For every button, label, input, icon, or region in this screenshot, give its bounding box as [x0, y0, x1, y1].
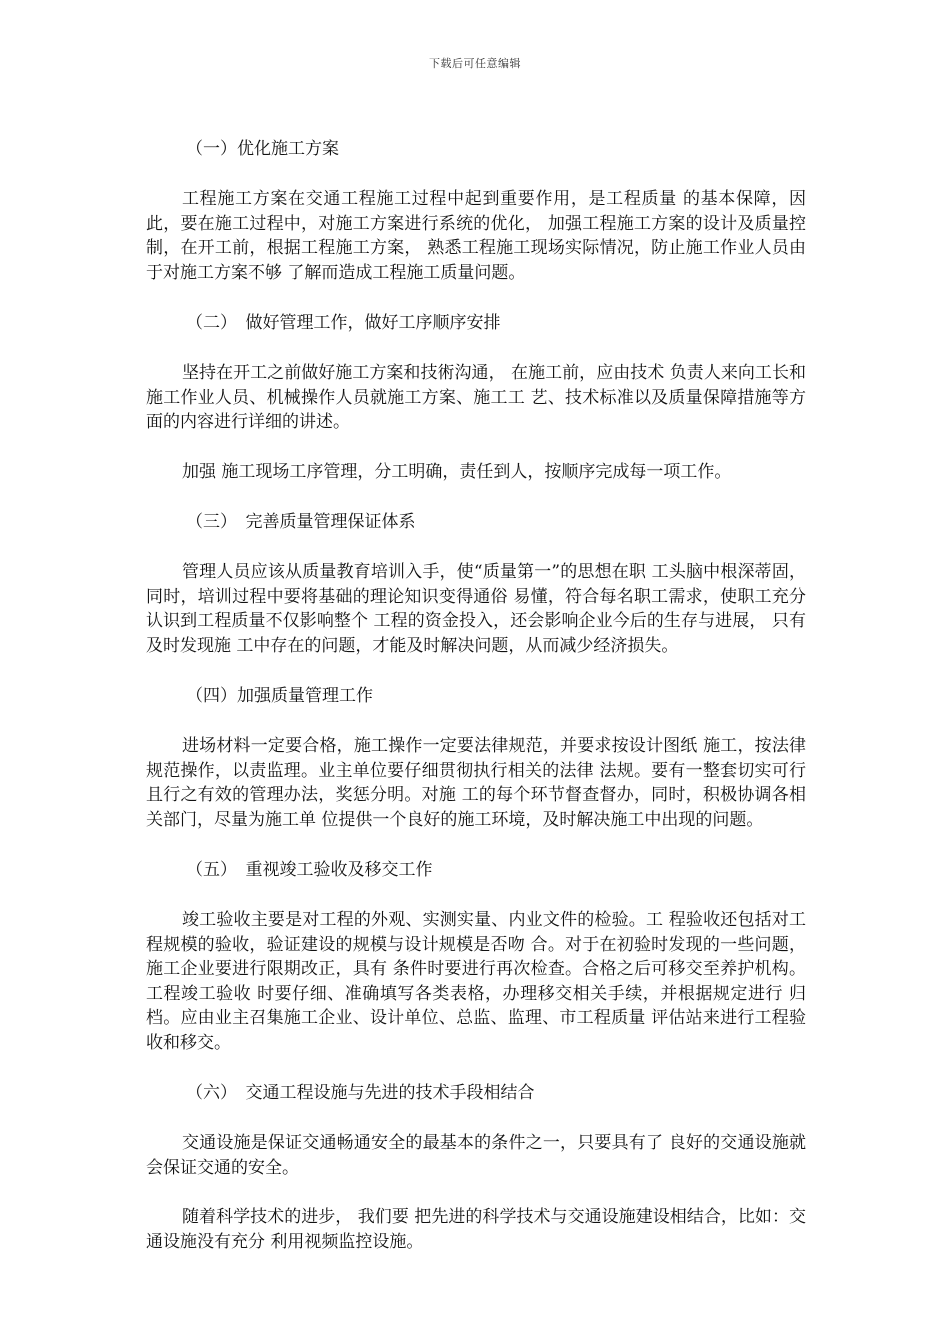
section-3-paragraph-1: 管理人员应该从质量教育培训入手，使“质量第一”的思想在职 工头脑中根深蒂固，同时，培训过程中要将基础的理论知识变得通俗 易懂，符合每名职工需求，使职工充分认识到工程质量不仅影响整个 工程的资金投入，还会影响企业今后的生存与进展， 只有及时发现施 工中存在的问题，才能及时解决问题，从而减少经济损失。: [146, 562, 806, 656]
section-5-heading: （五） 重视竣工验收及移交工作: [186, 860, 433, 880]
section-1-heading: （一）优化施工方案: [186, 139, 339, 159]
section-6-paragraph-2: 随着科学技术的进步， 我们要 把先进的科学技术与交通设施建设相结合，比如：交通设施没有充分 利用视频监控设施。: [146, 1207, 806, 1252]
section-1-paragraph-1: 工程施工方案在交通工程施工过程中起到重要作用，是工程质量 的基本保障，因此，要在施工过程中，对施工方案进行系统的优化， 加强工程施工方案的设计及质量控制，在开工前，根据工程施工方案， 熟悉工程施工现场实际情况，防止施工作业人员由于对施工方案不够 了解而造成工程施工质量问题。: [146, 189, 806, 283]
section-2-paragraph-2: 加强 施工现场工序管理，分工明确，责任到人，按顺序完成每一项工作。: [182, 461, 732, 482]
section-4-paragraph-1: 进场材料一定要合格，施工操作一定要法律规范，并要求按设计图纸 施工，按法律规范操作，以责监理。业主单位要仔细贯彻执行相关的法律 法规。要有一整套切实可行且行之有效的管理办法，奖惩分明。对施 工的每个环节督查督办，同时，积极协调各相关部门，尽量为施工单 位提供一个良好的施工环境，及时解决施工中出现的问题。: [146, 736, 806, 830]
section-4-heading: （四）加强质量管理工作: [186, 686, 373, 706]
section-5-paragraph-1: 竣工验收主要是对工程的外观、实测实量、内业文件的检验。工 程验收还包括对工程规模的验收，验证建设的规模与设计规模是否吻 合。对于在初验时发现的一些问题，施工企业要进行限期改正，具有 条件时要进行再次检查。合格之后可移交至养护机构。工程竣工验收 时要仔细、准确填写各类表格，办理移交相关手续，并根据规定进行 归档。应由业主召集施工企业、设计单位、总监、监理、市工程质量 评估站来进行工程验收和移交。: [146, 910, 806, 1053]
document-body: [146, 136, 806, 1279]
section-3-heading: （三） 完善质量管理保证体系: [186, 512, 416, 532]
section-6-heading: （六） 交通工程设施与先进的技术手段相结合: [186, 1083, 535, 1103]
section-2-heading: （二） 做好管理工作，做好工序顺序安排: [186, 313, 501, 333]
section-6-paragraph-1: 交通设施是保证交通畅通安全的最基本的条件之一，只要具有了 良好的交通设施就会保证交通的安全。: [146, 1133, 806, 1178]
page-header: 下载后可任意编辑: [429, 57, 521, 70]
section-2-paragraph-1: 坚持在开工之前做好施工方案和技術沟通， 在施工前，应由技术 负责人来向工长和施工作业人员、机械操作人员就施工方案、施工工 艺、技术标准以及质量保障措施等方面的内容进行详细的讲述。: [146, 363, 806, 432]
